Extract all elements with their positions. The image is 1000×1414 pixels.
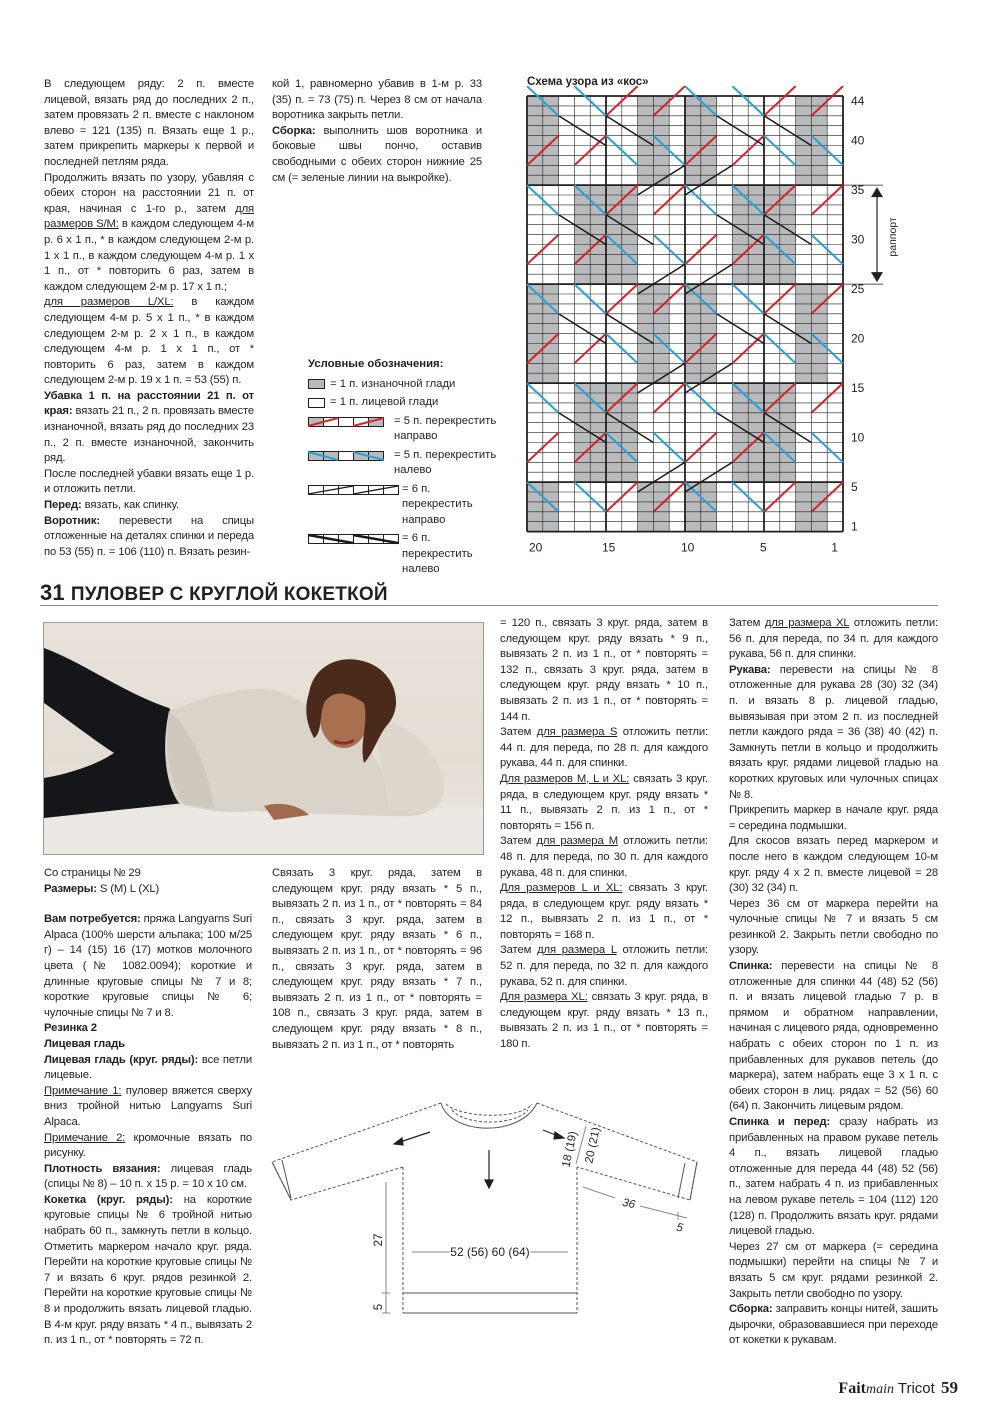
legend-item: = 6 п. перекрестить налево xyxy=(308,531,498,578)
svg-text:27: 27 xyxy=(373,1233,385,1247)
svg-text:35: 35 xyxy=(851,183,865,198)
chart-title: Схема узора из «кос» xyxy=(527,76,649,88)
note-1: Примечание 1: пуловер вяжется сверху вниз тройной нитью Langyarns Suri Alpaca. xyxy=(44,1084,253,1128)
paragraph: Затем для размера S отложить петли: 44 п. для переда, по 28 п. для каждого рукава, 44 п. для спинки. xyxy=(500,726,708,770)
svg-text:15: 15 xyxy=(851,381,865,396)
paragraph: Сборка: выполнить шов воротника и боковые швы пончо, оставив свободными с обеих сторон нижние 25 см (= зеленые линии на выкройке). xyxy=(272,124,482,184)
section-name: ПУЛОВЕР С КРУГЛОЙ КОКЕТКОЙ xyxy=(70,584,388,605)
svg-text:20: 20 xyxy=(851,331,865,346)
yoke: Кокетка (круг. ряды): на короткие круговые спицы № 6 тройной нитью набрать 60 п., замкнуть петли в кольцо. Отметить маркером начало круг. ряда. Перейти на короткие круговые спицы № 7 и вязать 6 круг. рядов резинкой 2. Перейти на короткие круговые спицы № 8 и продолжить вязать лицевой гладью. В 4-м круг. ряду вязать * 4 п., вывязать 2 п. из 1 п., от * повторять = 72 п. xyxy=(44,1193,252,1347)
column-3 xyxy=(500,616,708,1053)
chart-legend xyxy=(308,357,498,578)
paragraph: Для скосов вязать перед маркером и после него в каждом следующем 10-м круг. ряду 4 x 2 п. вместе лицевой = 28 (30) 32 (34) п. xyxy=(729,835,938,895)
stitch-rib: Резинка 2 xyxy=(44,1022,97,1035)
svg-text:5: 5 xyxy=(373,1303,385,1311)
paragraph: кой 1, равномерно убавив в 1-м р. 33 (35) п. = 73 (75) п. Через 8 см от начала воротника закрыть петли. xyxy=(272,78,482,122)
stitch-stockinette: Лицевая гладь xyxy=(44,1037,125,1050)
section-divider xyxy=(40,605,938,606)
svg-text:30: 30 xyxy=(851,232,865,247)
svg-text:1: 1 xyxy=(831,540,838,555)
brand-fait: Fait xyxy=(838,1380,866,1397)
sizes: Размеры: S (M) L (XL) xyxy=(44,882,160,895)
svg-text:раппорт: раппорт xyxy=(887,217,899,257)
lower-column-2 xyxy=(272,866,482,1053)
gauge: Плотность вязания: лицевая гладь (спицы № 8) – 10 п. x 15 р. = 10 x 10 см. xyxy=(44,1162,252,1191)
paragraph: Сборка: заправить концы нитей, зашить дырочки, образовавшиеся при переходе от кокетки к рукавам. xyxy=(729,1303,938,1347)
brand-main: main xyxy=(865,1382,894,1397)
paragraph: Рукава: перевести на спицы № 8 отложенные для рукава 28 (30) 32 (34) п. и вязать 8 р. лицевой гладью, вывязывая при этом 2 п. из последней петли каждого ряда = 36 (38) 40 (42) п. Замкнуть петли в кольцо и продолжить вязать круг. рядами лицевой гладью на коротких круговых или чулочных спицах № 8. xyxy=(729,663,938,801)
legend-item: = 5 п. перекрестить налево xyxy=(308,448,498,479)
paragraph: Прикрепить маркер в начале круг. ряда = середина подмышки. xyxy=(729,804,938,832)
cable-6-right-icon xyxy=(308,484,400,496)
paragraph: Воротник: перевести на спицы отложенные на деталях спинки и переда по 53 (55) п. = 106 (110) п. Вязать резин- xyxy=(44,514,254,558)
note-2: Примечание 2: кромочные вязать по рисунку. xyxy=(44,1131,253,1160)
legend-item: = 1 п. лицевой глади xyxy=(308,395,498,411)
paragraph: Через 27 см от маркера (= середина подмышки) перейти на спицы № 7 и вязать 5 см круг. рядами резинкой 2. Закрыть петли свободно по узору. xyxy=(729,1240,938,1300)
from-page: Со страницы № 29 xyxy=(44,867,141,879)
section-number: 31 xyxy=(40,580,65,605)
section-title xyxy=(40,580,388,606)
paragraph: Связать 3 круг. ряда, затем в следующем круг. ряду вязать * 5 п., вывязать 2 п. из 1 п., от * повторять = 84 п., связать 3 круг. ряда, затем в следующем круг. ряду вязать * 6 п., вывязать 2 п. из 1 п., от * повторять = 96 п., связать 3 круг. ряда, затем в следующем круг. ряду вязать * 7 п., вывязать 2 п. из 1 п., от * повторять = 108 п., связать 3 круг. ряда, затем в следующем круг. ряду вязать * 8 п., вывязать 2 п. из 1 п., от * повторять xyxy=(272,867,482,1051)
paragraph: Перед: вязать, как спинку. xyxy=(44,499,179,512)
paragraph: Для размера XL: связать 3 круг. ряда, в следующем круг. ряду вязать * 13 п., вывязать 2 п. из 1 п., от * повторять = 180 п. xyxy=(500,991,708,1051)
paragraph: Спинка: перевести на спицы № 8 отложенные для спинки 44 (48) 52 (56) п. и вязать лицевой гладью 7 р. в прямом и обратном направлении, начиная с лицевого ряда, одновременно набрать с обеих сторон по 1 п. из прибавленных для рукавов петель (до маркера), затем набрать еще 3 x 1 п. с обеих сторон в лиц. рядах = 52 (56) 60 (64) п. Закончить лицевым рядом. xyxy=(729,960,938,1113)
paragraph: Убавка 1 п. на расстоянии 21 п. от края: вязать 21 п., 2 п. провязать вместе изнаночной, вязать ряд до последних 23 п., 2 п. вместе изнаночной, закончить ряд. xyxy=(44,389,254,465)
cable-6-left-icon xyxy=(308,533,400,545)
garment-schematic xyxy=(260,1090,730,1350)
brand-tricot: Tricot xyxy=(897,1380,935,1397)
svg-text:20: 20 xyxy=(529,540,543,555)
paragraph: для размеров L/XL: в каждом следующем 4-м р. 5 x 1 п., * в каждом следующем 2-м р. 2 x 1 п., в каждом следующем 4-м р. 1 x 1 п., от * повторить 6 раз, затем в каждом следующем 2-м р. 19 x 1 п. = 53 (55) п. xyxy=(44,296,254,387)
cable-5-right-icon xyxy=(308,416,388,428)
paragraph: Затем для размера M отложить петли: 48 п. для переда, по 30 п. для каждого рукава, 48 п. для спинки. xyxy=(500,835,708,879)
paragraph: Затем для размера L отложить петли: 52 п. для переда, по 32 п. для каждого рукава, 52 п. для спинки. xyxy=(500,944,708,988)
materials: Вам потребуется: пряжа Langyarns Suri Alpaca (100% шерсти альпака; 100 м/25 г) – 14 (15) 16 (17) мотков молочного цвета (№ 1082.0094); короткие и длинные круговые спицы № 7 и 8; короткие круговые спицы № 6; чулочные спицы № 7 и 8. xyxy=(44,913,253,1019)
svg-text:25: 25 xyxy=(851,282,865,297)
paragraph: После последней убавки вязать еще 1 р. и отложить петли. xyxy=(44,467,254,496)
paragraph: В следующем ряду: 2 п. вместе лицевой, вязать ряд до последних 2 п., затем провязать 2 п. вместе с наклоном влево = 121 (135) п. Вязать еще 1 р., затем прикрепить маркеры к первой и последней петлям ряда. xyxy=(44,78,254,168)
lower-column-1 xyxy=(44,866,252,1349)
svg-text:36: 36 xyxy=(621,1196,637,1212)
knit-cell-icon xyxy=(308,398,326,408)
top-mid-column xyxy=(272,77,482,186)
legend-title: Условные обозначения: xyxy=(308,358,444,370)
legend-item: = 6 п. перекрестить направо xyxy=(308,482,498,529)
paragraph: Продолжить вязать по узору, убавляя с обеих сторон на расстоянии 21 п. от края, начиная с 1-го р., затем для размеров S/M: в каждом следующем 4-м р. 6 x 1 п., * в каждом следующем 2-м р. 1 x 1 п., в каждом следующем 4-м р. 1 x 1 п., от * повторить 6 раз, затем в каждом следующем 2-м р. 17 x 1 п.; xyxy=(44,171,254,293)
purl-cell-icon xyxy=(308,379,326,389)
svg-text:10: 10 xyxy=(851,430,865,445)
svg-text:5: 5 xyxy=(851,480,858,495)
legend-item: = 5 п. перекрестить направо xyxy=(308,414,498,445)
paragraph: Затем для размера XL отложить петли: 56 п. для переда, по 34 п. для каждого рукава, 56 п. для спинки. xyxy=(729,617,938,661)
svg-text:15: 15 xyxy=(602,540,616,555)
model-photo xyxy=(43,622,484,855)
column-4 xyxy=(729,616,938,1349)
paragraph: Для размеров L и XL: связать 3 круг. ряда, в следующем круг. ряду вязать * 12 п., вывязать 2 п. из 1 п., от * повторять = 168 п. xyxy=(500,882,709,941)
top-left-column xyxy=(44,77,254,560)
page-number: 59 xyxy=(941,1378,958,1397)
svg-text:10: 10 xyxy=(681,540,695,555)
stitch-round: Лицевая гладь (круг. ряды): все петли лицевые. xyxy=(44,1053,253,1082)
paragraph: = 120 п., связать 3 круг. ряда, затем в следующем круг. ряду вязать * 9 п., вывязать 2 п. из 1 п., от * повторять = 132 п., связать 3 круг. ряда, затем в следующем круг. ряду вязать * 10 п., вывязать 2 п. из 1 п., от * повторять = 144 п. xyxy=(500,617,708,723)
page-footer xyxy=(838,1378,958,1398)
paragraph: Через 36 см от маркера перейти на чулочные спицы № 7 и вязать 5 см резинкой 2. Закрыть петли свободно по узору. xyxy=(729,897,938,957)
svg-text:5: 5 xyxy=(675,1221,685,1235)
cable-5-left-icon xyxy=(308,450,388,462)
svg-text:44: 44 xyxy=(851,93,865,108)
svg-text:40: 40 xyxy=(851,133,865,148)
svg-text:52 (56) 60 (64): 52 (56) 60 (64) xyxy=(450,1245,530,1259)
svg-text:5: 5 xyxy=(760,540,767,555)
cable-chart xyxy=(520,86,920,576)
legend-item: = 1 п. изнаночной глади xyxy=(308,377,498,393)
svg-text:18 (19): 18 (19) xyxy=(560,1130,580,1169)
paragraph: Спинка и перед: сразу набрать из прибавленных на правом рукаве петель 4 п., вязать лицевой гладью отложенные для переда 44 (48) 52 (56) п., затем набрать 4 п. из прибавленных на левом рукаве петель = 104 (112) 120 (128) п. Продолжить вязать круг. рядами лицевой гладью. xyxy=(729,1116,938,1238)
paragraph: Для размеров M, L и XL: связать 3 круг. ряда, в следующем круг. ряду вязать * 11 п., вывязать 2 п. из 1 п., от * повторять = 156 п. xyxy=(500,772,708,832)
svg-text:1: 1 xyxy=(851,519,858,534)
svg-text:20 (21): 20 (21) xyxy=(583,1126,603,1165)
